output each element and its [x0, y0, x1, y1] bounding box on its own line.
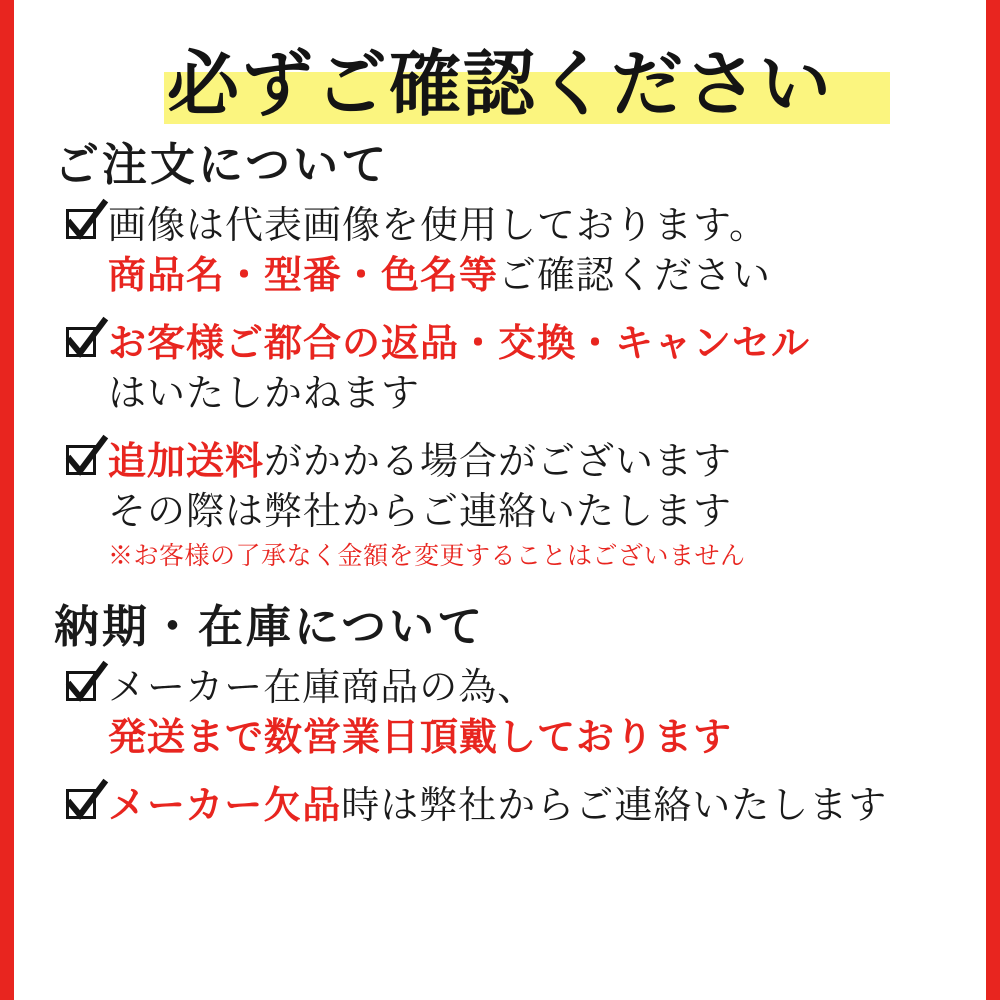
text-segment-red: 商品名・型番・色名等 [108, 252, 499, 297]
list-item [64, 318, 964, 418]
left-red-border [0, 0, 14, 1000]
text-line: 発送まで数営業日頂戴しております [108, 714, 733, 759]
footnote: ※お客様の了承なく金額を変更することはございません [108, 541, 746, 570]
section-heading-order: ご注文について [54, 138, 390, 191]
text-segment-red: メーカー欠品 [108, 782, 342, 827]
checkbox-checked-icon [64, 668, 102, 706]
notice-content [14, 0, 986, 1000]
text-line: お客様ご都合の返品・交換・キャンセル [108, 320, 811, 365]
text-segment-black: ご確認ください [498, 253, 772, 297]
checkbox-checked-icon [64, 206, 102, 244]
checkbox-checked-icon [64, 324, 102, 362]
text-line: はいたしかねます [108, 371, 421, 415]
list-item [64, 436, 964, 574]
text-line [108, 780, 964, 830]
section-heading-delivery: 納期・在庫について [54, 600, 486, 653]
text-line: その際は弊社からご連絡いたします [108, 489, 733, 533]
text-segment-red: 追加送料 [108, 438, 265, 483]
list-item [64, 780, 964, 830]
list-item-text [108, 436, 964, 574]
text-line [108, 250, 964, 300]
text-line: 画像は代表画像を使用しております。 [108, 203, 768, 247]
list-item-text [108, 780, 964, 830]
checkbox-checked-icon [64, 442, 102, 480]
list-item-text [108, 200, 964, 300]
right-red-border [986, 0, 1000, 1000]
list-item [64, 662, 964, 762]
list-item-text [108, 662, 964, 762]
list-item [64, 200, 964, 300]
page-title-block [36, 34, 964, 138]
text-segment-black: 時は弊社からご連絡いたします [341, 783, 888, 827]
list-item-text [108, 318, 964, 418]
page-title: 必ずご確認ください [166, 41, 833, 126]
checkbox-checked-icon [64, 786, 102, 824]
text-line: メーカー在庫商品の為、 [108, 665, 537, 709]
text-line [108, 436, 964, 486]
text-segment-black: がかかる場合がございます [264, 439, 733, 483]
